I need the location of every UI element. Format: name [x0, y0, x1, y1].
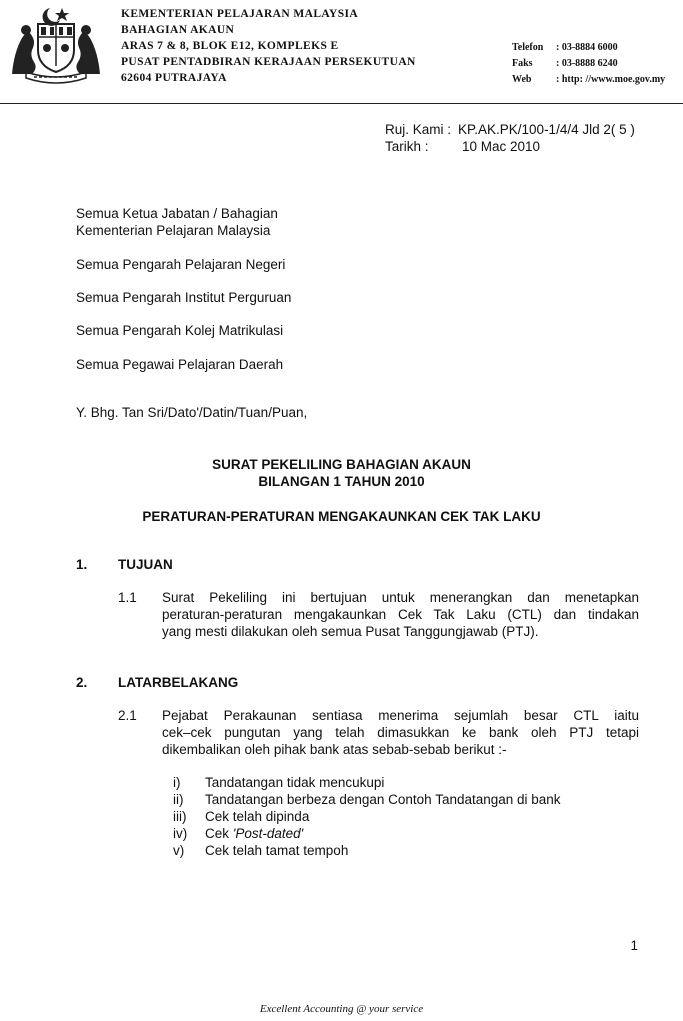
list-item: Cek telah dipinda	[205, 809, 310, 824]
recipient-line: Semua Pegawai Pelajaran Daerah	[76, 357, 284, 372]
recipient-line: Semua Ketua Jabatan / Bahagian	[76, 206, 278, 221]
contact-fax-value: : 03-8888 6240	[556, 58, 618, 69]
malaysia-coat-of-arms-icon	[6, 4, 106, 84]
ref-label: Ruj. Kami :	[385, 122, 452, 137]
letterhead-divider	[0, 103, 683, 104]
section-number: 1.	[76, 557, 88, 572]
paragraph-number: 2.1	[118, 708, 137, 723]
paragraph-line: Surat Pekeliling ini bertujuan untuk menerangkan dan menetapkan	[162, 590, 639, 605]
recipient-line: Kementerian Pelajaran Malaysia	[76, 223, 271, 238]
list-item-text: Cek	[205, 826, 233, 841]
recipient-line: Semua Pengarah Institut Perguruan	[76, 290, 292, 305]
contact-web-value: : http: //www.moe.gov.my	[556, 74, 666, 85]
letterhead-address-3: 62604 PUTRAJAYA	[121, 72, 227, 84]
date-label: Tarikh :	[385, 139, 429, 154]
letterhead-ministry: KEMENTERIAN PELAJARAN MALAYSIA	[121, 8, 359, 20]
list-item-number: i)	[173, 775, 181, 790]
paragraph-line: peraturan-peraturan mengakaunkan Cek Tak Laku (CTL) dan tindakan	[162, 607, 639, 622]
list-item: Tandatangan berbeza dengan Contoh Tandatangan di bank	[205, 792, 561, 807]
salutation: Y. Bhg. Tan Sri/Dato'/Datin/Tuan/Puan,	[76, 405, 308, 420]
date-value: 10 Mac 2010	[462, 139, 541, 154]
section-heading: TUJUAN	[118, 557, 173, 572]
list-item: Tandatangan tidak mencukupi	[205, 775, 385, 790]
page-number: 1	[630, 938, 638, 953]
paragraph-line: yang mesti dilakukan oleh semua Pusat Tanggungjawab (PTJ).	[162, 624, 539, 639]
recipient-line: Semua Pengarah Pelajaran Negeri	[76, 257, 286, 272]
paragraph-line: dikembalikan oleh pihak bank atas sebab-sebab berikut :-	[162, 742, 507, 757]
contact-phone-label: Telefon	[512, 42, 544, 53]
circular-title: SURAT PEKELILING BAHAGIAN AKAUN	[212, 457, 471, 472]
contact-phone-value: : 03-8884 6000	[556, 42, 618, 53]
list-item-number: iv)	[173, 826, 188, 841]
letterhead-address-1: ARAS 7 & 8, BLOK E12, KOMPLEKS E	[121, 40, 339, 52]
footer-tagline: Excellent Accounting @ your service	[259, 1003, 424, 1015]
contact-fax-label: Faks	[512, 58, 533, 69]
recipient-line: Semua Pengarah Kolej Matrikulasi	[76, 323, 284, 338]
section-heading: LATARBELAKANG	[118, 675, 239, 690]
list-item-number: v)	[173, 843, 185, 858]
ref-number: KP.AK.PK/100-1/4/4 Jld 2( 5 )	[458, 122, 635, 137]
list-item-italic-text: 'Post-dated'	[232, 826, 304, 841]
letterhead-address-2: PUSAT PENTADBIRAN KERAJAAN PERSEKUTUAN	[121, 56, 416, 68]
list-item-number: ii)	[173, 792, 184, 807]
list-item-number: iii)	[173, 809, 187, 824]
circular-subject: PERATURAN-PERATURAN MENGAKAUNKAN CEK TAK LAKU	[142, 509, 541, 524]
circular-number: BILANGAN 1 TAHUN 2010	[258, 474, 425, 489]
contact-web-label: Web	[512, 74, 532, 85]
list-item	[205, 826, 303, 841]
paragraph-line: Pejabat Perakaunan sentiasa menerima sejumlah besar CTL iaitu	[162, 708, 639, 723]
letterhead-division: BAHAGIAN AKAUN	[121, 24, 235, 36]
list-item: Cek telah tamat tempoh	[205, 843, 349, 858]
section-number: 2.	[76, 675, 88, 690]
paragraph-line: cek–cek pungutan yang telah dimasukkan ke bank oleh PTJ tetapi	[162, 725, 639, 740]
paragraph-number: 1.1	[118, 590, 137, 605]
